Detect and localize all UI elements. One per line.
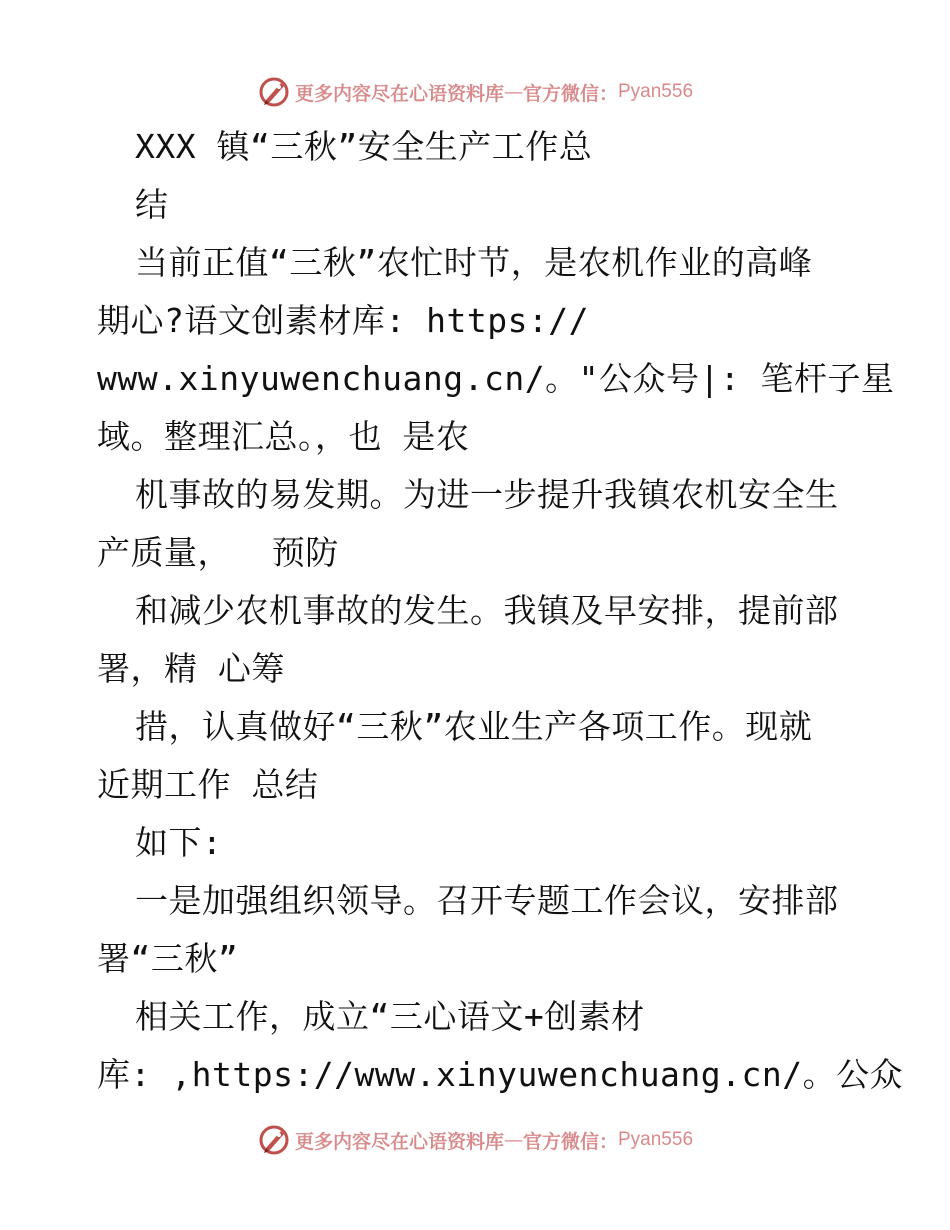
- paragraph-line: 一是加强组织领导。召开专题工作会议，安排部: [135, 881, 839, 920]
- watermark-text: 更多内容尽在心语资料库: [294, 82, 504, 105]
- watermark-wechat-id: Pyan556: [618, 81, 694, 102]
- paragraph-line: 当前正值“三秋”农忙时节，是农机作业的高峰: [135, 243, 813, 282]
- paragraph-line: 署“三秋”: [97, 939, 239, 978]
- watermark-dash: —: [503, 81, 523, 103]
- watermark-wechat-id: Pyan556: [618, 1129, 694, 1150]
- paragraph-line: www.xinyuwenchuang.cn/。"公众号|: 笔杆子星: [97, 359, 895, 398]
- document-body: [97, 118, 904, 1104]
- paragraph-line: 域。整理汇总。，也 是农: [97, 417, 470, 456]
- footer-watermark: [0, 1120, 950, 1160]
- watermark-wechat-label: 官方微信：: [522, 82, 618, 105]
- paragraph-line: 机事故的易发期。为进一步提升我镇农机安全生: [135, 475, 839, 514]
- header-watermark: [0, 72, 950, 112]
- paragraph-line: 库: ,https://www.xinyuwenchuang.cn/。公众: [97, 1055, 904, 1094]
- pen-logo-icon: [257, 75, 291, 109]
- paragraph-line: 产质量， 预防: [97, 533, 339, 572]
- paragraph-line: 署，精 心筹: [97, 649, 285, 688]
- paragraph-line: 近期工作 总结: [97, 765, 319, 804]
- watermark-text: 更多内容尽在心语资料库: [294, 1130, 504, 1153]
- paragraph-line: 期心?语文创素材库: https://: [97, 301, 590, 340]
- watermark-dash: —: [503, 1129, 523, 1151]
- watermark-wechat-label: 官方微信：: [522, 1130, 618, 1153]
- doc-title-line-2: 结: [135, 185, 169, 224]
- paragraph-line: 相关工作，成立“三心语文+创素材: [135, 997, 645, 1036]
- paragraph-line: 措，认真做好“三秋”农业生产各项工作。现就: [135, 707, 813, 746]
- paragraph-line: 和减少农机事故的发生。我镇及早安排，提前部: [135, 591, 839, 630]
- pen-logo-icon: [257, 1123, 291, 1157]
- doc-title-line-1: XXX 镇“三秋”安全生产工作总: [135, 127, 593, 166]
- paragraph-line: 如下:: [135, 823, 223, 862]
